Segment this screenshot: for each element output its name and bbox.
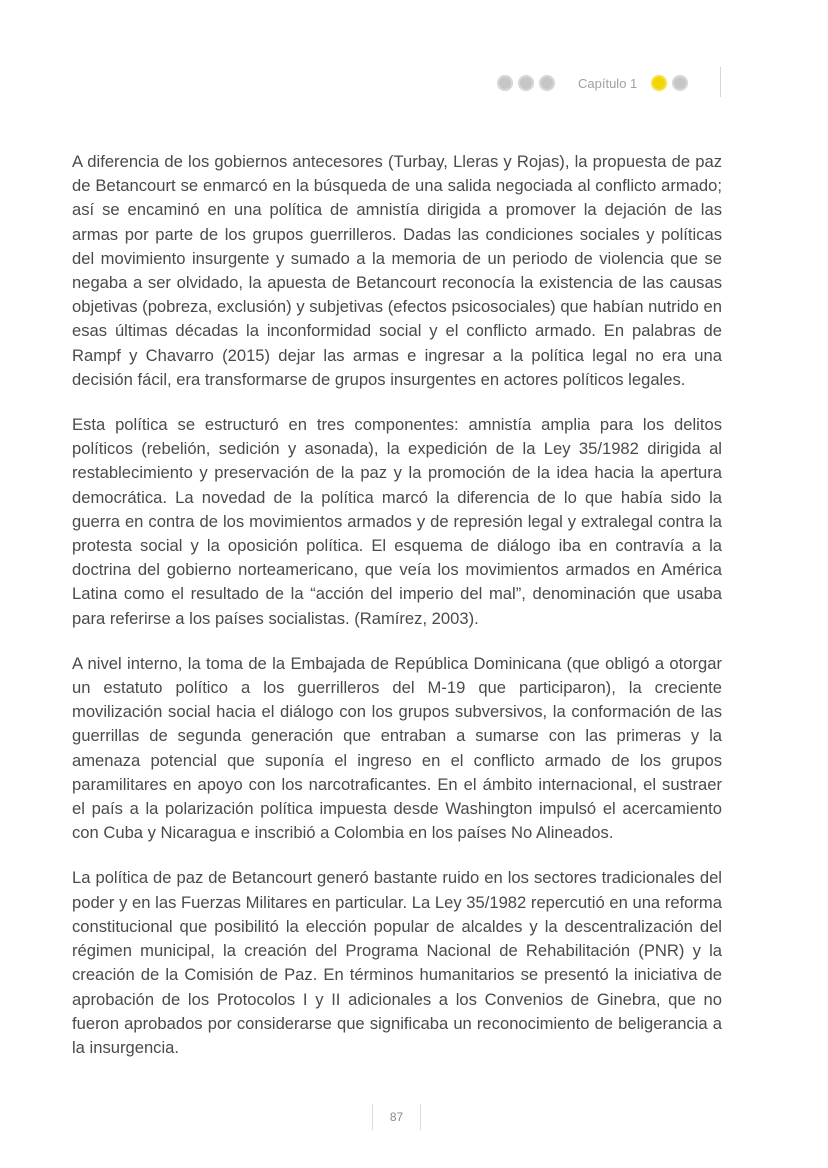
chapter-dot-active — [651, 75, 667, 91]
page-number: 87 — [389, 1110, 404, 1124]
chapter-label: Capítulo 1 — [578, 75, 638, 91]
paragraph-1: A diferencia de los gobiernos antecesores (Turbay, Lleras y Rojas), la propuesta de paz de Betancourt se enmarcó en la búsqueda de una salida negociada al conflicto armado; así se encaminó en una política de amnistía dirigida a promover la dejación de las armas por parte de los grupos guerrilleros. Dadas las condiciones sociales y políticas del movimiento insurgente y sumado a la memoria de un periodo de violencia que se negaba a ser olvidado, la apuesta de Betancourt reconocía la existencia de las causas objetivas (pobreza, exclusión) y subjetivas (efectos psicosociales) que habían nutrido en esas últimas décadas la inconformidad social y el conflicto armado. En palabras de Rampf y Chavarro (2015) dejar las armas e ingresar a la política legal no era una decisión fácil, era transformarse de grupos insurgentes en actores políticos legales. — [72, 152, 722, 389]
footer-divider-right — [420, 1104, 421, 1130]
chapter-dot-1 — [497, 75, 513, 91]
chapter-dot-3 — [539, 75, 555, 91]
chapter-dot-2 — [518, 75, 534, 91]
chapter-dot-5 — [672, 75, 688, 91]
page-body — [72, 150, 722, 1081]
header-divider — [720, 67, 721, 97]
paragraph-2: Esta política se estructuró en tres componentes: amnistía amplia para los delitos políticos (rebelión, sedición y asonada), la expedición de la Ley 35/1982 dirigida al restablecimiento y preservación de la paz y la promoción de la idea hacia la apertura democrática. La novedad de la política marcó la diferencia de lo que había sido la guerra en contra de los movimientos armados y de represión legal y extralegal contra la protesta social y la oposición política. El esquema de diálogo iba en contravía a la doctrina del gobierno norteamericano, que veía los movimientos armados en América Latina como el resultado de la “acción del imperio del mal”, denominación que usaba para referirse a los países socialistas. (Ramírez, 2003). — [72, 415, 722, 628]
paragraph-3: A nivel interno, la toma de la Embajada de República Dominicana (que obligó a otorgar un estatuto político a los guerrilleros del M-19 que participaron), la creciente movilización social hacia el diálogo con los grupos subversivos, la conformación de las guerrillas de segunda generación que entraban a sumarse con las primeras y la amenaza potencial que suponía el ingreso en el conflicto armado de los grupos paramilitares en apoyo con los narcotraficantes. En el ámbito internacional, el sustraer el país a la polarización política impuesta desde Washington impulsó el acercamiento con Cuba y Nicaragua e inscribió a Colombia en los países No Alineados. — [72, 653, 722, 843]
chapter-header — [497, 72, 693, 94]
paragraph-4: La política de paz de Betancourt generó bastante ruido en los sectores tradicionales del poder y en las Fuerzas Militares en particular. La Ley 35/1982 repercutió en una reforma constitucional que posibilitó la elección popular de alcaldes y la descentralización del régimen municipal, la creación del Programa Nacional de Rehabilitación (PNR) y la creación de la Comisión de Paz. En términos humanitarios se presentó la iniciativa de aprobación de los Protocolos I y II adicionales a los Convenios de Ginebra, que no fueron aprobados por considerarse que significaba un reconocimiento de beligerancia a la insurgencia. — [72, 868, 722, 1057]
